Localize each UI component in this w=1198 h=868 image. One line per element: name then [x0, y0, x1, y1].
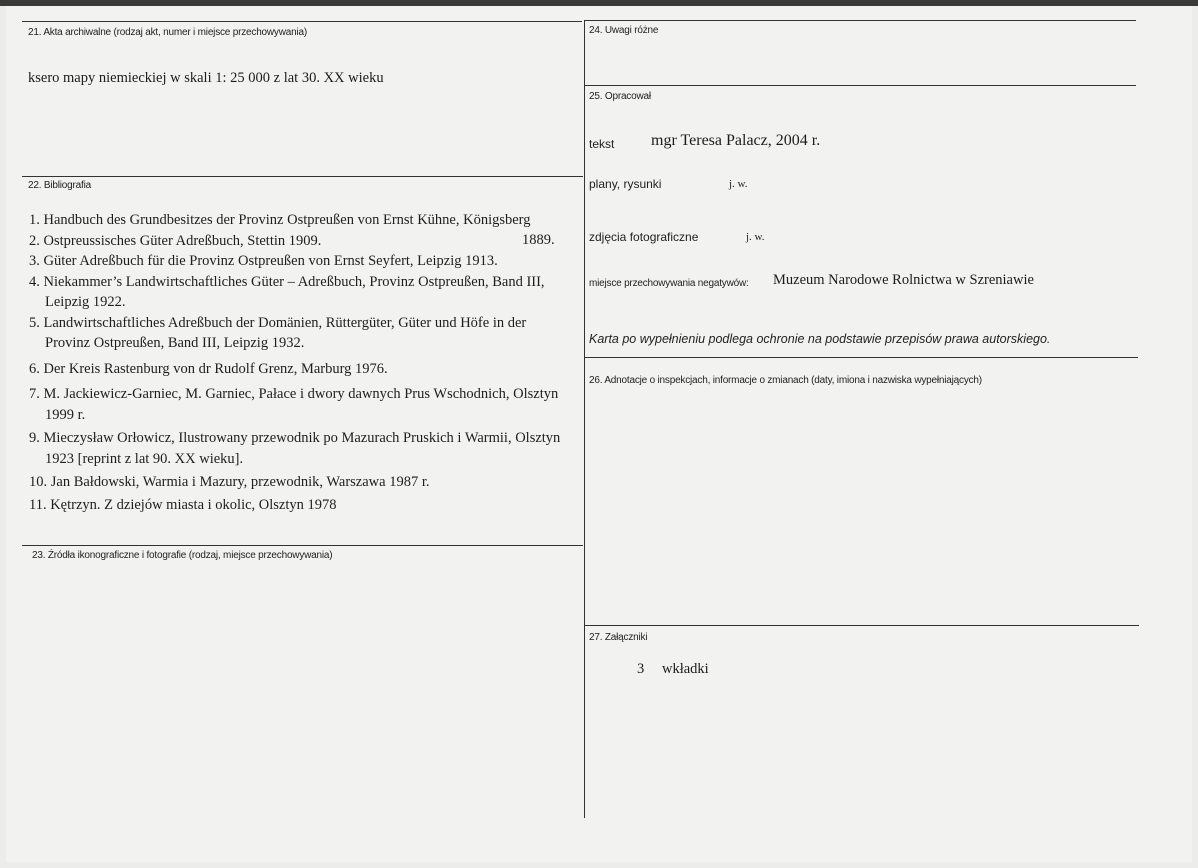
- divider-26-27: [584, 625, 1139, 626]
- bibliography-item: 11. Kętrzyn. Z dziejów miasta i okolic, Olsztyn 1978: [29, 496, 337, 513]
- section-27-label: 27. Załączniki: [589, 632, 648, 643]
- attachments-count: 3: [637, 661, 645, 677]
- plany-label: plany, rysunki: [589, 177, 662, 191]
- section-22-label: 22. Bibliografia: [28, 180, 91, 191]
- bibliography-list: [29, 210, 589, 515]
- bibliography-item: 1. Handbuch des Grundbesitzes der Provinz Ostpreußen von Ernst Kühne, Königsberg: [29, 212, 531, 228]
- bibliography-item: 2. Ostpreussisches Güter Adreßbuch, Stettin 1909.: [29, 232, 322, 249]
- section-21-label: 21. Akta archiwalne (rodzaj akt, numer i miejsce przechowywania): [28, 27, 307, 38]
- tekst-value: mgr Teresa Palacz, 2004 r.: [651, 132, 821, 149]
- zdjecia-label: zdjęcia fotograficzne: [589, 230, 699, 244]
- tekst-label: tekst: [589, 137, 615, 151]
- right-top-border: [584, 20, 1136, 21]
- attachments-value: wkładki: [662, 661, 709, 677]
- zdjecia-value: j. w.: [746, 231, 765, 243]
- section-26-label: 26. Adnotacje o inspekcjach, informacje o zmianach (daty, imiona i nazwiska wypełniających): [589, 375, 982, 386]
- negatywy-label: miejsce przechowywania negatywów:: [589, 278, 749, 289]
- bibliography-item: 7. M. Jackiewicz-Garniec, M. Garniec, Pałace i dwory dawnych Prus Wschodnich, Olsztyn 1999 r.: [29, 386, 559, 423]
- divider-22-23: [22, 545, 583, 546]
- section-25-label: 25. Opracował: [589, 91, 651, 102]
- bibliography-item: 5. Landwirtschaftliches Adreßbuch der Domänien, Rüttergüter, Güter und Höfe in der Provinz Ostpreußen, Band III, Leipzig 1932.: [29, 314, 527, 351]
- bibliography-item1-year: 1889.: [522, 232, 555, 248]
- divider-25-26: [584, 357, 1138, 358]
- negatywy-value: Muzeum Narodowe Rolnictwa w Szreniawie: [773, 272, 1034, 288]
- bibliography-item: 10. Jan Bałdowski, Warmia i Mazury, przewodnik, Warszawa 1987 r.: [29, 474, 430, 490]
- section-23-label: 23. Źródła ikonograficzne i fotografie (rodzaj, miejsce przechowywania): [32, 550, 333, 561]
- divider-21-22: [22, 176, 583, 177]
- bibliography-item: 4. Niekammer’s Landwirtschaftliches Güter – Adreßbuch, Provinz Ostpreußen, Band III, Leipzig 1922.: [29, 273, 545, 310]
- bibliography-item: 3. Güter Adreßbuch für die Provinz Ostpreußen von Ernst Seyfert, Leipzig 1913.: [29, 253, 498, 269]
- copyright-note: Karta po wypełnieniu podlega ochronie na podstawie przepisów prawa autorskiego.: [589, 332, 1051, 346]
- plany-value: j. w.: [729, 178, 748, 190]
- divider-24-25: [584, 85, 1136, 86]
- section-24-label: 24. Uwagi różne: [589, 25, 659, 36]
- bibliography-item: 9. Mieczysław Orłowicz, Ilustrowany przewodnik po Mazurach Pruskich i Warmii, Olsztyn 1923 [reprint z lat 90. XX wieku].: [29, 430, 561, 467]
- section-21-content: ksero mapy niemieckiej w skali 1: 25 000 z lat 30. XX wieku: [28, 70, 384, 86]
- left-top-border: [22, 21, 582, 22]
- bibliography-item: 6. Der Kreis Rastenburg von dr Rudolf Grenz, Marburg 1976.: [29, 360, 388, 377]
